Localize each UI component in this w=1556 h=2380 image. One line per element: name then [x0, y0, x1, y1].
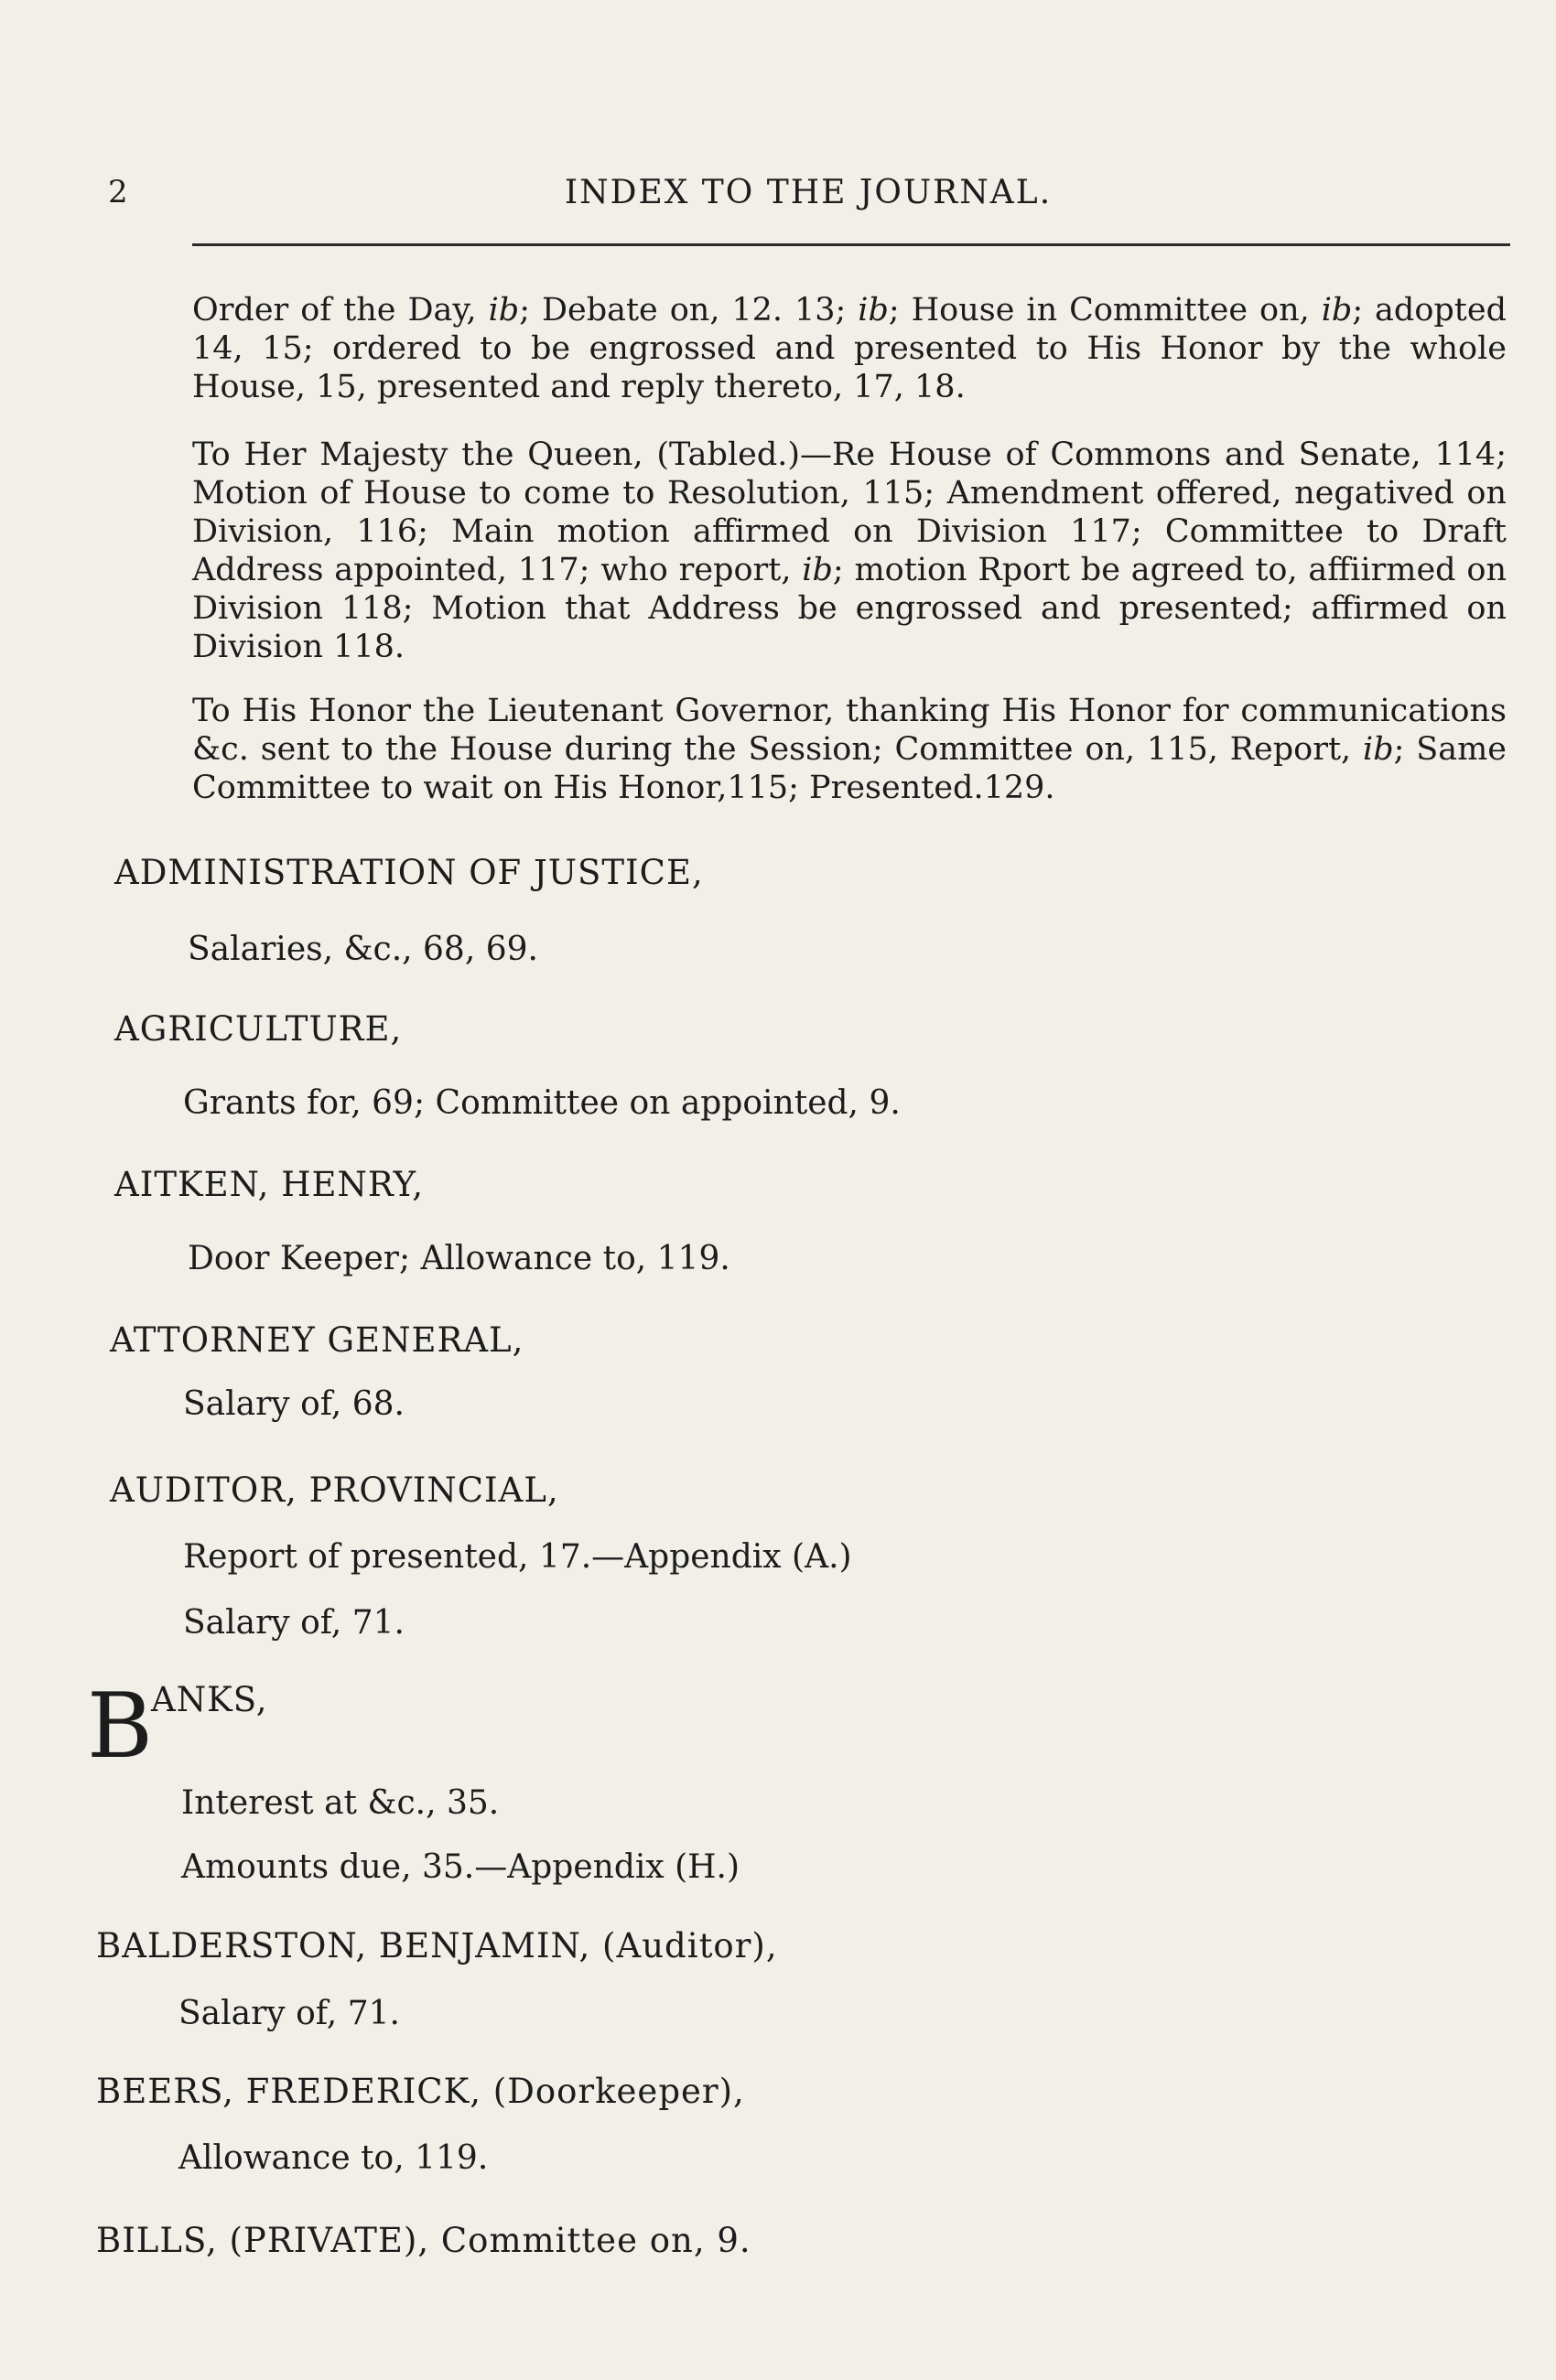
- entry-item-allowance-119: Allowance to, 119.: [178, 2139, 489, 2177]
- entry-heading-agriculture: AGRICULTURE,: [114, 1009, 403, 1049]
- entry-item-salaries: Salaries, &c., 68, 69.: [188, 931, 538, 968]
- page-number: 2: [108, 174, 128, 210]
- entry-item-salary-68: Salary of, 68.: [183, 1385, 405, 1423]
- paragraph-her-majesty: To Her Majesty the Queen, (Tabled.)—Re House of Commons and Senate, 114; Motion of House to come to Resolution, 115; Amendment offered, negatived on Division, 116; Main motion affirmed on Division 117; Committee to Draft Address appointed, 117; who report, ib; motion Rport be agreed to, affiirmed on Division 118; Motion that Address be engrossed and presented; affirmed on Division 118.: [192, 436, 1507, 665]
- running-title: INDEX TO THE JOURNAL.: [564, 174, 1053, 211]
- entry-item-salary-71: Salary of, 71.: [183, 1604, 405, 1642]
- entry-heading-aitken-henry: AITKEN, HENRY,: [114, 1165, 424, 1204]
- entry-item-amounts-due: Amounts due, 35.—Appendix (H.): [181, 1848, 740, 1886]
- entry-heading-auditor-provincial: AUDITOR, PROVINCIAL,: [110, 1470, 559, 1510]
- entry-item-door-keeper: Door Keeper; Allowance to, 119.: [188, 1240, 730, 1277]
- entry-heading-bills-private: BILLS, (PRIVATE), Committee on, 9.: [96, 2221, 751, 2260]
- page-header: [108, 174, 1508, 220]
- entry-heading-balderston-benjamin: BALDERSTON, BENJAMIN, (Auditor),: [96, 1926, 778, 1965]
- entry-heading-attorney-general: ATTORNEY GENERAL,: [110, 1320, 524, 1360]
- entry-item-report-presented: Report of presented, 17.—Appendix (A.): [183, 1538, 852, 1576]
- entry-heading-beers-frederick: BEERS, FREDERICK, (Doorkeeper),: [96, 2072, 745, 2111]
- entry-heading-administration-of-justice: ADMINISTRATION OF JUSTICE,: [114, 853, 704, 892]
- paragraph-order-of-day: Order of the Day, ib; Debate on, 12. 13; ib; House in Committee on, ib; adopted 14, 15; ordered to be engrossed and presented to His Honor by the whole House, 15, presented and reply thereto, 17, 18.: [192, 292, 1507, 405]
- entry-heading-banks: ANKS,: [151, 1680, 268, 1719]
- entry-item-grants: Grants for, 69; Committee on appointed, 9.: [183, 1084, 901, 1122]
- entry-item-interest: Interest at &c., 35.: [181, 1784, 500, 1822]
- header-rule: [192, 243, 1510, 246]
- entry-item-salary-71-balderston: Salary of, 71.: [178, 1995, 400, 2032]
- banks-drop-cap: B: [87, 1675, 154, 1779]
- paragraph-lieutenant-governor: To His Honor the Lieutenant Governor, thanking His Honor for communications &c. sent to the House during the Session; Committee on, 115, Report, ib; Same Committee to wait on His Honor,115; Presented.129.: [192, 693, 1507, 806]
